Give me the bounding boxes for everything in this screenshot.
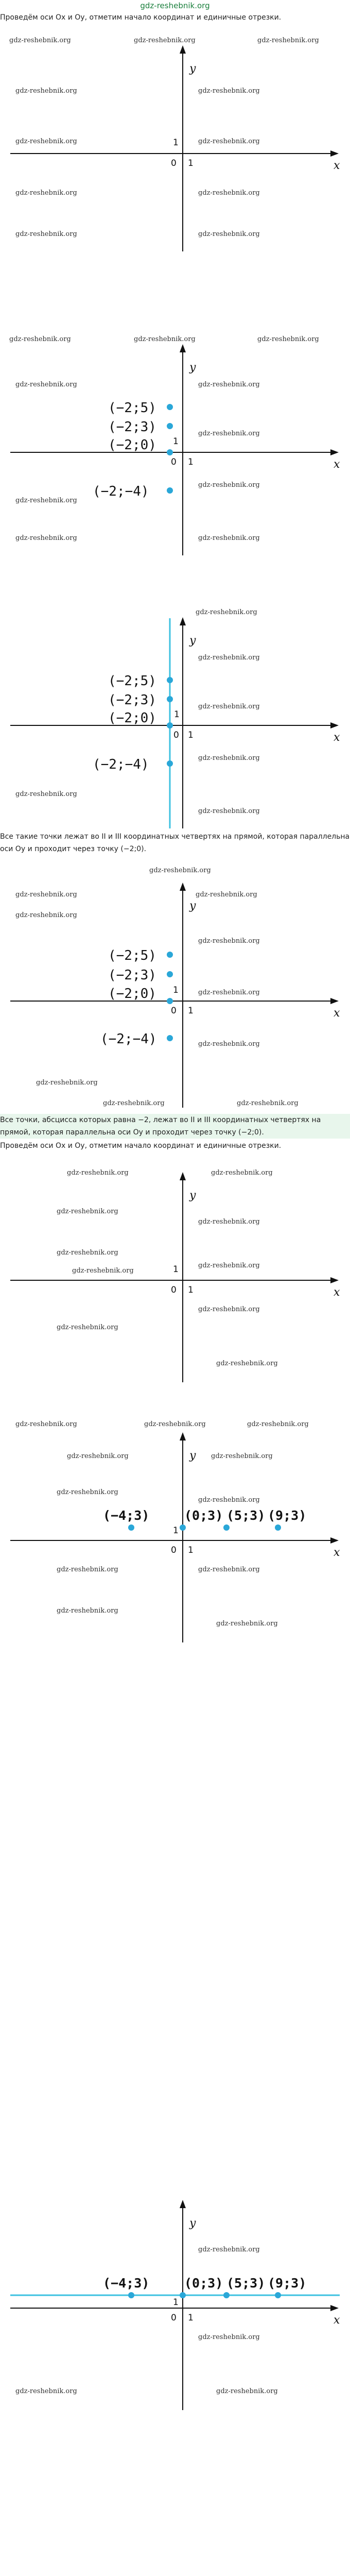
watermark: gdz-reshebnik.org — [36, 1079, 98, 1087]
point-label: (9;3) — [268, 2276, 307, 2291]
x-unit-label: 1 — [188, 1285, 194, 1295]
point-marker — [167, 971, 173, 977]
y-axis-arrow-icon — [180, 45, 186, 54]
y-axis-arrow-icon — [180, 617, 186, 625]
x-unit-label: 1 — [188, 730, 194, 740]
point-label: (0;3) — [184, 1508, 223, 1523]
point-marker — [167, 760, 173, 767]
paragraph-text: Все такие точки лежат во II и III координатных четвертях на прямой, которая параллельна оси Oy и проходит через точку (−2;0). — [0, 833, 350, 853]
watermark: gdz-reshebnik.org — [9, 335, 71, 343]
watermark: gdz-reshebnik.org — [198, 1496, 260, 1504]
point-label: (−4;3) — [103, 2276, 150, 2291]
watermark: gdz-reshebnik.org — [198, 1566, 260, 1573]
watermark: gdz-reshebnik.org — [15, 87, 77, 95]
y-unit-label: 1 — [173, 985, 179, 995]
coordinate-figure-2 — [0, 330, 350, 556]
x-axis-label: x — [334, 731, 340, 744]
watermark: gdz-reshebnik.org — [257, 37, 319, 44]
y-axis-label: y — [189, 2217, 196, 2230]
coordinate-plane-svg — [0, 330, 350, 556]
watermark: gdz-reshebnik.org — [149, 867, 211, 874]
coordinate-plane-svg — [0, 2184, 350, 2411]
watermark: gdz-reshebnik.org — [198, 2333, 260, 2341]
point-marker — [167, 404, 173, 410]
point-marker — [167, 696, 173, 702]
answer-paragraph-3 — [0, 1114, 350, 1139]
x-axis-arrow-icon — [330, 150, 339, 157]
watermark: gdz-reshebnik.org — [211, 1452, 273, 1460]
point-label: (5;3) — [226, 2276, 266, 2291]
watermark: gdz-reshebnik.org — [134, 37, 196, 44]
watermark: gdz-reshebnik.org — [57, 1607, 118, 1615]
watermark: gdz-reshebnik.org — [134, 335, 196, 343]
watermark: gdz-reshebnik.org — [257, 335, 319, 343]
point-label: (−2;5) — [108, 948, 156, 963]
coordinate-figure-4 — [0, 863, 350, 1110]
watermark: gdz-reshebnik.org — [67, 1452, 129, 1460]
y-axis-label: y — [189, 634, 196, 647]
point-marker — [167, 998, 173, 1004]
point-label: (−2;5) — [108, 400, 156, 416]
watermark: gdz-reshebnik.org — [15, 138, 77, 145]
coordinate-figure-5 — [0, 1157, 350, 1383]
coordinate-plane-svg — [0, 1417, 350, 1643]
watermark: gdz-reshebnik.org — [198, 2246, 260, 2253]
y-axis-arrow-icon — [180, 1432, 186, 1440]
x-unit-label: 1 — [188, 1006, 194, 1016]
watermark: gdz-reshebnik.org — [198, 1218, 260, 1226]
coordinate-plane-svg — [0, 863, 350, 1110]
watermark: gdz-reshebnik.org — [198, 534, 260, 542]
x-axis-arrow-icon — [330, 998, 339, 1004]
point-label: (−2;−4) — [93, 484, 149, 499]
intro-paragraph-4 — [0, 1140, 350, 1152]
point-label: (−2;3) — [108, 419, 156, 435]
x-axis-label: x — [334, 1286, 340, 1299]
watermark: gdz-reshebnik.org — [198, 654, 260, 662]
watermark: gdz-reshebnik.org — [15, 381, 77, 388]
point-marker — [275, 2292, 281, 2298]
x-axis-arrow-icon — [330, 1537, 339, 1544]
coordinate-figure-7 — [0, 2184, 350, 2411]
x-axis-arrow-icon — [330, 2305, 339, 2311]
watermark: gdz-reshebnik.org — [198, 138, 260, 145]
point-label: (−2;0) — [108, 986, 156, 1002]
origin-label: 0 — [171, 2313, 177, 2323]
point-marker — [167, 952, 173, 958]
watermark: gdz-reshebnik.org — [15, 230, 77, 238]
watermark: gdz-reshebnik.org — [144, 1420, 206, 1428]
origin-label: 0 — [171, 457, 177, 467]
watermark: gdz-reshebnik.org — [9, 37, 71, 44]
watermark: gdz-reshebnik.org — [198, 989, 260, 996]
watermark: gdz-reshebnik.org — [15, 2387, 77, 2395]
watermark: gdz-reshebnik.org — [216, 2387, 278, 2395]
x-unit-label: 1 — [188, 158, 194, 168]
paragraph-text: Проведём оси Ox и Oy, отметим начало координат и единичные отрезки. — [0, 1142, 282, 1150]
explanation-paragraph-2 — [0, 831, 350, 855]
y-axis-arrow-icon — [180, 344, 186, 352]
y-axis-label: y — [189, 62, 196, 75]
coordinate-plane-svg — [0, 1157, 350, 1383]
point-label: (5;3) — [226, 1508, 266, 1523]
watermark: gdz-reshebnik.org — [72, 1267, 134, 1275]
watermark: gdz-reshebnik.org — [198, 754, 260, 762]
watermark: gdz-reshebnik.org — [198, 937, 260, 945]
coordinate-figure-6 — [0, 1417, 350, 1643]
explanation-paragraph-5 — [0, 2573, 350, 2576]
origin-label: 0 — [173, 730, 179, 740]
point-marker — [128, 2292, 134, 2298]
watermark: gdz-reshebnik.org — [57, 1566, 118, 1573]
origin-label: 0 — [171, 1285, 177, 1295]
watermark: gdz-reshebnik.org — [196, 608, 257, 616]
y-axis-arrow-icon — [180, 883, 186, 891]
watermark: gdz-reshebnik.org — [15, 497, 77, 504]
y-axis-arrow-icon — [180, 1172, 186, 1180]
watermark: gdz-reshebnik.org — [57, 1488, 118, 1496]
point-label: (−2;0) — [108, 437, 156, 453]
point-marker — [128, 1524, 134, 1531]
point-marker — [167, 487, 173, 494]
origin-label: 0 — [171, 1545, 177, 1555]
y-axis-label: y — [189, 1189, 196, 1202]
y-unit-label: 1 — [173, 2297, 179, 2308]
point-label: (−2;−4) — [93, 757, 149, 772]
x-axis-arrow-icon — [330, 722, 339, 728]
point-label: (−2;−4) — [100, 1031, 157, 1047]
y-unit-label: 1 — [174, 709, 180, 720]
y-unit-label: 1 — [173, 1526, 179, 1536]
point-marker — [180, 1524, 186, 1531]
origin-label: 0 — [171, 158, 177, 168]
point-label: (9;3) — [268, 1508, 307, 1523]
point-marker — [167, 423, 173, 429]
watermark: gdz-reshebnik.org — [198, 807, 260, 815]
y-axis-label: y — [189, 361, 196, 374]
y-unit-label: 1 — [173, 1264, 179, 1275]
coordinate-figure-1 — [0, 31, 350, 252]
x-axis-label: x — [334, 1007, 340, 1020]
watermark: gdz-reshebnik.org — [15, 891, 77, 899]
x-axis-label: x — [334, 458, 340, 471]
watermark: gdz-reshebnik.org — [198, 189, 260, 197]
watermark: gdz-reshebnik.org — [237, 1099, 299, 1107]
x-axis-label: x — [334, 2314, 340, 2327]
watermark: gdz-reshebnik.org — [57, 1324, 118, 1331]
watermark: gdz-reshebnik.org — [103, 1099, 165, 1107]
point-marker — [167, 1035, 173, 1041]
watermark: gdz-reshebnik.org — [15, 534, 77, 542]
x-unit-label: 1 — [188, 457, 194, 467]
watermark: gdz-reshebnik.org — [15, 790, 77, 798]
x-unit-label: 1 — [188, 1545, 194, 1555]
point-marker — [167, 677, 173, 683]
watermark: gdz-reshebnik.org — [198, 1040, 260, 1048]
x-unit-label: 1 — [188, 2313, 194, 2323]
watermark: gdz-reshebnik.org — [198, 703, 260, 710]
intro-paragraph-1 — [0, 11, 350, 24]
watermark: gdz-reshebnik.org — [198, 230, 260, 238]
y-axis-label: y — [189, 900, 196, 912]
y-unit-label: 1 — [173, 138, 179, 148]
watermark: gdz-reshebnik.org — [216, 1360, 278, 1367]
point-label: (−4;3) — [103, 1508, 150, 1523]
watermark: gdz-reshebnik.org — [216, 1620, 278, 1628]
watermark: gdz-reshebnik.org — [198, 381, 260, 388]
y-axis-arrow-icon — [180, 2200, 186, 2208]
watermark: gdz-reshebnik.org — [57, 1249, 118, 1257]
watermark: gdz-reshebnik.org — [198, 430, 260, 437]
point-label: (−2;3) — [108, 968, 156, 983]
watermark: gdz-reshebnik.org — [198, 1262, 260, 1269]
x-axis-arrow-icon — [330, 449, 339, 455]
paragraph-text: Проведём оси Ox и Oy, отметим начало координат и единичные отрезки. — [0, 13, 282, 22]
point-label: (−2;0) — [108, 710, 156, 726]
coordinate-plane-svg — [0, 31, 350, 252]
y-unit-label: 1 — [173, 436, 179, 447]
watermark: gdz-reshebnik.org — [198, 481, 260, 489]
point-marker — [180, 2292, 186, 2298]
watermark: gdz-reshebnik.org — [198, 1306, 260, 1313]
watermark: gdz-reshebnik.org — [15, 911, 77, 919]
point-marker — [167, 722, 173, 728]
point-label: (−2;3) — [108, 692, 156, 708]
watermark: gdz-reshebnik.org — [198, 87, 260, 95]
x-axis-arrow-icon — [330, 1277, 339, 1283]
point-marker — [275, 1524, 281, 1531]
paragraph-text: Все точки, абсцисса которых равна −2, лежат во II и III координатных четвертях на прямой, которая параллельна оси Oy и проходит через точку (−2;0). — [0, 1116, 321, 1137]
x-axis-label: x — [334, 159, 340, 172]
watermark: gdz-reshebnik.org — [15, 1420, 77, 1428]
watermark: gdz-reshebnik.org — [211, 1169, 273, 1177]
point-marker — [223, 2292, 230, 2298]
point-marker — [223, 1524, 230, 1531]
watermark: gdz-reshebnik.org — [67, 1169, 129, 1177]
origin-label: 0 — [171, 1006, 177, 1016]
point-label: (−2;5) — [108, 673, 156, 689]
point-marker — [167, 449, 173, 455]
coordinate-figure-3 — [0, 603, 350, 829]
site-title[interactable]: gdz-reshebnik.org — [140, 1, 210, 10]
x-axis-label: x — [334, 1546, 340, 1559]
watermark: gdz-reshebnik.org — [247, 1420, 309, 1428]
point-label: (0;3) — [184, 2276, 223, 2291]
coordinate-plane-svg — [0, 603, 350, 829]
watermark: gdz-reshebnik.org — [15, 189, 77, 197]
watermark: gdz-reshebnik.org — [196, 891, 257, 899]
y-axis-label: y — [189, 1449, 196, 1462]
watermark: gdz-reshebnik.org — [57, 1208, 118, 1215]
